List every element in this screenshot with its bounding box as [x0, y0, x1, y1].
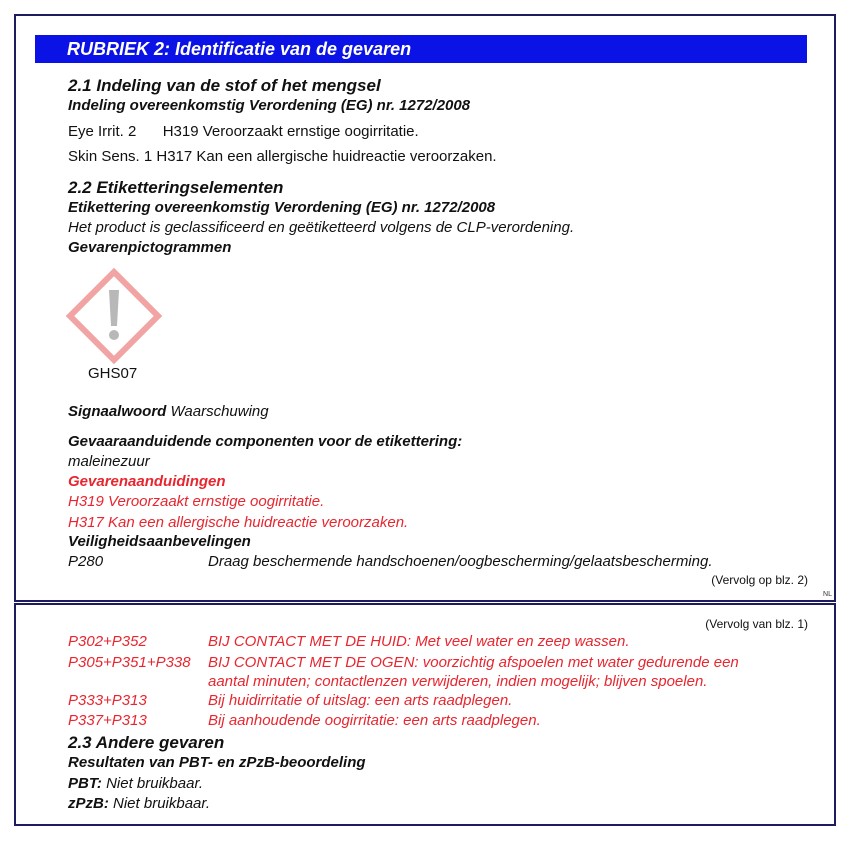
section-2-3-subtitle: Resultaten van PBT- en zPzB-beoordeling — [68, 754, 366, 771]
precaution-code: P302+P352 — [68, 633, 147, 650]
pbt-label: PBT: — [68, 775, 102, 792]
continued-on-note: (Vervolg op blz. 2) — [711, 573, 808, 587]
zpzb-value: Niet bruikbaar. — [113, 795, 211, 812]
pbt-result — [68, 775, 203, 792]
classification-text: H319 Veroorzaakt ernstige oogirritatie. — [162, 123, 419, 140]
signal-word-value: Waarschuwing — [170, 403, 269, 420]
precautions-heading: Veiligheidsaanbevelingen — [68, 533, 251, 550]
zpzb-label: zPzB: — [68, 795, 109, 812]
section-2-1-title: 2.1 Indeling van de stof of het mengsel — [68, 76, 381, 95]
components-heading: Gevaaraanduidende componenten voor de etikettering: — [68, 433, 463, 450]
precaution-code: P305+P351+P338 — [68, 654, 191, 671]
section-2-3-title: 2.3 Andere gevaren — [68, 733, 225, 752]
signal-word — [68, 403, 269, 420]
precaution-text-continued: aantal minuten; contactlenzen verwijderen, indien mogelijk; blijven spoelen. — [208, 673, 708, 690]
precaution-text: BIJ CONTACT MET DE HUID: Met veel water en zeep wassen. — [208, 633, 630, 650]
language-code: NL — [823, 591, 832, 598]
precaution-code: P337+P313 — [68, 712, 147, 729]
classification-code: Eye Irrit. 2 — [68, 123, 137, 140]
hazard-statement: H317 Kan een allergische huidreactie veroorzaken. — [68, 514, 409, 531]
precaution-p280-code: P280 — [68, 553, 104, 570]
section-header: RUBRIEK 2: Identificatie van de gevaren — [35, 35, 807, 63]
classification-line-1 — [68, 123, 419, 140]
continued-from-note: (Vervolg van blz. 1) — [705, 617, 808, 631]
pictogram-code: GHS07 — [88, 365, 138, 382]
section-2-2-title: 2.2 Etiketteringselementen — [68, 178, 284, 197]
section-2-2-subtitle: Etikettering overeenkomstig Verordening (EG) nr. 1272/2008 — [68, 199, 496, 216]
precaution-code: P333+P313 — [68, 692, 147, 709]
precaution-text: Bij huidirritatie of uitslag: een arts raadplegen. — [208, 692, 513, 709]
pbt-value: Niet bruikbaar. — [106, 775, 204, 792]
precaution-text: Bij aanhoudende oogirritatie: een arts raadplegen. — [208, 712, 541, 729]
component-name: maleinezuur — [68, 453, 150, 470]
section-2-1-subtitle: Indeling overeenkomstig Verordening (EG) nr. 1272/2008 — [68, 97, 471, 114]
precaution-text: BIJ CONTACT MET DE OGEN: voorzichtig afspoelen met water gedurende een — [208, 654, 739, 671]
signal-word-label: Signaalwoord — [68, 403, 167, 420]
hazard-statement: H319 Veroorzaakt ernstige oogirritatie. — [68, 493, 325, 510]
zpzb-result — [68, 795, 210, 812]
classification-line-2: Skin Sens. 1 H317 Kan een allergische huidreactie veroorzaken. — [68, 148, 497, 165]
pictograms-heading: Gevarenpictogrammen — [68, 239, 232, 256]
precaution-p280-text: Draag beschermende handschoenen/oogbescherming/gelaatsbescherming. — [208, 553, 713, 570]
hazard-statements-heading: Gevarenaanduidingen — [68, 473, 226, 490]
exclamation-mark-pictogram-icon — [66, 268, 162, 364]
clp-statement: Het product is geclassificeerd en geëtiketteerd volgens de CLP-verordening. — [68, 219, 575, 236]
